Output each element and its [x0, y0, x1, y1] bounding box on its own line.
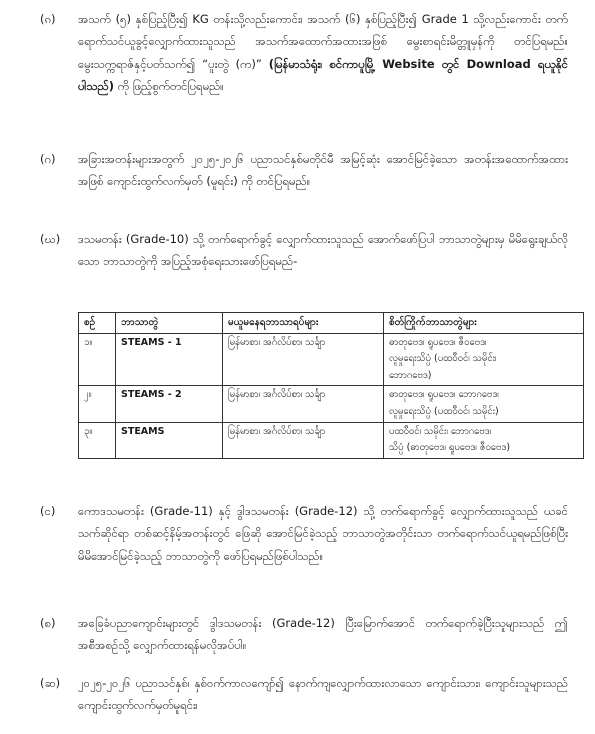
- elective-line: ဘောဂဗေဒ): [389, 369, 432, 381]
- paragraph-bold-note: (မြန်မာသံရုံး၊ စင်ကာပူမြို့ Website တွင် Download ရယူနိုင်ပါသည်): [78, 56, 569, 94]
- cell-elective: [384, 333, 584, 386]
- item-marker: (ဃ): [40, 232, 61, 246]
- header-required: မယူမနေရဘာသာရပ်များ: [223, 313, 384, 334]
- paragraph-item: [78, 148, 568, 193]
- elective-line: ဓာတုဗေဒ၊ ရူပဗေဒ၊ ဘောဂဗေဒ၊: [389, 389, 499, 401]
- paragraph-text: အခြားအတန်းများအတွက် ၂၀၂၅-၂၀၂၆ ပညာသင်နှစ်မတိုင်မီ အမြင့်ဆုံး အောင်မြင်ခဲ့သော အတန်းအထောက်အထားအဖြစ် ကျောင်းထွက်လက်မှတ် (မူရင်း) ကို တင်ပြရမည်။: [78, 152, 568, 189]
- stream-name: STEAMS: [121, 425, 165, 437]
- elective-line: ဓာတုဗေဒ၊ ရူပဗေဒ၊ ဇီဝဗေဒ၊: [389, 336, 487, 348]
- stream-name: STEAMS - 1: [121, 336, 182, 348]
- cell-stream: [116, 333, 223, 386]
- paragraph-text: ကောဒသမတန်း (Grade-11) နှင့် ဒွါဒသမတန်း (Grade-12) သို့ တက်ရောက်ခွင့် လျှောက်ထားသူသည် ယခင်သက်ဆိုင်ရာ တစ်ဆင့်နိမ့်အတန်းတွင် ဖြေဆို အောင်မြင်ခဲ့သည့် ဘာသာတွဲအတိုင်းသာ တက်ရောက်သင်ယူရမည်ဖြစ်ပြီး မိမိအောင်မြင်ခဲ့သည့် ဘာသာတွဲကို ဖော်ပြရမည်ဖြစ်ပါသည်။: [78, 504, 568, 563]
- elective-line: သိပ္ပံ (ဓာတုဗေဒ၊ ရူပဗေဒ၊ ဇီဝဗေဒ): [389, 442, 511, 454]
- table-row: [79, 422, 584, 458]
- subject-combination-table: [78, 312, 584, 459]
- table-header-row: [79, 313, 584, 334]
- cell-stream: [116, 386, 223, 422]
- table-row: [79, 386, 584, 422]
- item-marker: (စ): [40, 616, 56, 630]
- elective-line: လူမှုရေးသိပ္ပံ (ပထဝီဝင်၊ သမိုင်း၊: [389, 353, 497, 365]
- item-marker: (င): [40, 504, 56, 518]
- paragraph-item: [78, 8, 568, 98]
- paragraph-text: ဒသမတန်း (Grade-10) သို့ တက်ရောက်ခွင့် လျှောက်ထားသူသည် အောက်ဖော်ပြပါ ဘာသာတွဲများမှ မိမိရွေးချယ်လိုသော ဘာသာတွဲကို အပြည့်အစုံရေးသားဖော်ပြရမည်-: [78, 232, 568, 269]
- elective-line: လူမှုရေးသိပ္ပံ (ပထဝီဝင်၊ သမိုင်း): [389, 406, 499, 417]
- header-elective: စိတ်ကြိုက်ဘာသာတွဲများ: [384, 313, 584, 334]
- item-marker: (ဆ): [40, 676, 61, 690]
- paragraph-item: [78, 500, 568, 567]
- paragraph-body: အသက် (၅) နှစ်ပြည့်ပြီး၍ KG တန်းသို့လည်းကောင်း၊ အသက် (၆) နှစ်ပြည့်ပြီး၍ Grade 1 သို့လည်းကောင်း တက်ရောက်သင်ယူခွင့်လျှောက်ထားသူသည် အသက်အထောက်အထားအဖြစ် မွေးစာရင်းမိတ္တူမှန်ကို တင်ပြရမည်။ မွေးသက္ကရာဇ်နှင့်ပတ်သက်၍ “ပူးတွဲ (က)”: [78, 12, 568, 71]
- paragraph-text: [78, 8, 568, 98]
- item-marker: (ဂ): [40, 152, 56, 166]
- paragraph-item: [78, 672, 568, 717]
- cell-required: မြန်မာစာ၊ အင်္ဂလိပ်စာ၊ သင်္ချာ: [223, 333, 384, 386]
- paragraph-item: [78, 228, 568, 273]
- cell-required: မြန်မာစာ၊ အင်္ဂလိပ်စာ၊ သင်္ချာ: [223, 386, 384, 422]
- cell-no: ၂။: [79, 386, 116, 422]
- paragraph-text: ၂၀၂၅-၂၀၂၆ ပညာသင်နှစ်၊ နှစ်ဝက်ကာလကျော်၍ နောက်ကျလျှောက်ထားလာသော ကျောင်းသား၊ ကျောင်းသူများသည် ကျောင်းထွက်လက်မှတ်မူရင်း၊: [78, 676, 568, 713]
- paragraph-text: အခြေခံပညာကျောင်းများတွင် ဒွါဒသမတန်း (Grade-12) ပြီးမြောက်အောင် တက်ရောက်ခဲ့ပြီးသူများသည် ဤအစီအစဉ်သို့ လျှောက်ထားရန်မလိုအပ်ပါ။: [78, 616, 568, 653]
- table-row: [79, 333, 584, 386]
- cell-elective: [384, 422, 584, 458]
- cell-no: ၃။: [79, 422, 116, 458]
- cell-stream: [116, 422, 223, 458]
- paragraph-tail: ကို ဖြည့်စွက်တင်ပြရမည်။: [114, 79, 224, 94]
- header-stream: ဘာသာတွဲ: [116, 313, 223, 334]
- header-no: စဉ်: [79, 313, 116, 334]
- stream-name: STEAMS - 2: [121, 389, 182, 401]
- cell-no: ၁။: [79, 333, 116, 386]
- cell-elective: [384, 386, 584, 422]
- paragraph-item: [78, 612, 568, 657]
- item-marker: (ၵ): [40, 12, 56, 26]
- elective-line: ပထဝီဝင်၊ သမိုင်း၊ ဘောဂဗေဒ၊: [389, 425, 492, 437]
- cell-required: မြန်မာစာ၊ အင်္ဂလိပ်စာ၊ သင်္ချာ: [223, 422, 384, 458]
